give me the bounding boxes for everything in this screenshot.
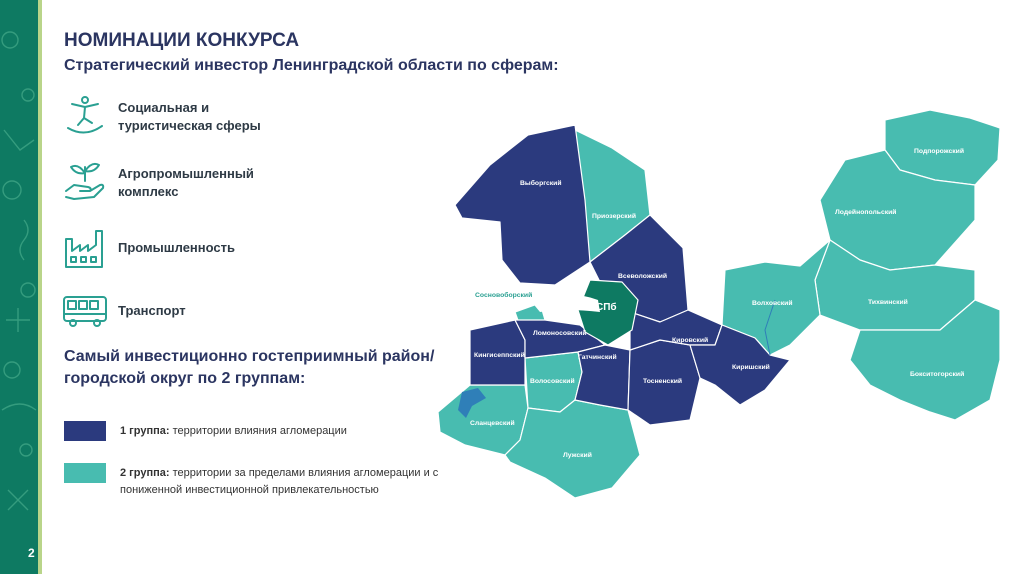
label-sosnovoborsky: Сосновоборский (475, 292, 533, 299)
category-industry (62, 225, 352, 271)
category-label: Транспорт (118, 303, 186, 318)
category-social-tourism (62, 94, 352, 140)
legend-swatch (64, 421, 106, 441)
page-subtitle: Стратегический инвестор Ленинградской области по сферам: (64, 57, 559, 74)
label-vyborgsky: Выборгский (520, 180, 562, 187)
label-lodeynopolsky: Лодейнопольский (835, 209, 897, 216)
label-kirovsky: Кировский (672, 337, 709, 344)
label-slantsevsky: Сланцевский (470, 420, 515, 427)
label-gatchinsky: Гатчинский (578, 354, 617, 361)
label-spb: СПб (596, 302, 617, 313)
category-label: Агропромышленный комплекс (118, 166, 254, 199)
label-boksitogorsky: Бокситогорский (910, 371, 965, 378)
label-volkhovsky: Волховский (752, 300, 793, 307)
snowboarder-icon (62, 94, 108, 140)
factory-icon (62, 225, 108, 271)
category-transport (62, 288, 352, 334)
decorative-side-band (0, 0, 38, 574)
label-luzhsky: Лужский (563, 452, 592, 459)
label-priozersky: Приозерский (592, 213, 637, 220)
label-lomonosovsky: Ломоносовский (533, 330, 587, 337)
label-kirishsky: Киришский (732, 364, 770, 371)
legend-key: 1 группа: (120, 425, 170, 437)
category-agro (62, 157, 352, 203)
legend-text: территории влияния агломерации (172, 425, 347, 437)
district-vyborgsky[interactable] (455, 125, 590, 285)
label-tikhvinsky: Тихвинский (868, 299, 908, 306)
side-accent-stripe (38, 0, 42, 574)
groups-heading: Самый инвестиционно гостеприимный район/городской округ по 2 группам: (64, 348, 435, 387)
category-label: Промышленность (118, 240, 235, 255)
label-volosovsky: Волосовский (530, 378, 575, 385)
page-number: 2 (28, 546, 35, 560)
page-title: НОМИНАЦИИ КОНКУРСА (64, 30, 300, 51)
label-tosnensky: Тосненский (643, 378, 683, 385)
label-kingiseppsky: Кингисеппский (474, 352, 525, 359)
legend-text: территории за пределами влияния агломерации и с пониженной инвестиционной привлекательностью (120, 467, 439, 496)
bus-icon (62, 288, 108, 334)
category-label: Социальная и туристическая сферы (118, 100, 261, 133)
legend-key: 2 группа: (120, 467, 170, 479)
legend-swatch (64, 463, 106, 483)
label-podporozhsky: Подпорожский (914, 148, 965, 155)
sprout-in-hand-icon (62, 157, 108, 203)
label-vsevolozhsky: Всеволожский (618, 273, 668, 280)
leningrad-region-map (430, 100, 1010, 540)
